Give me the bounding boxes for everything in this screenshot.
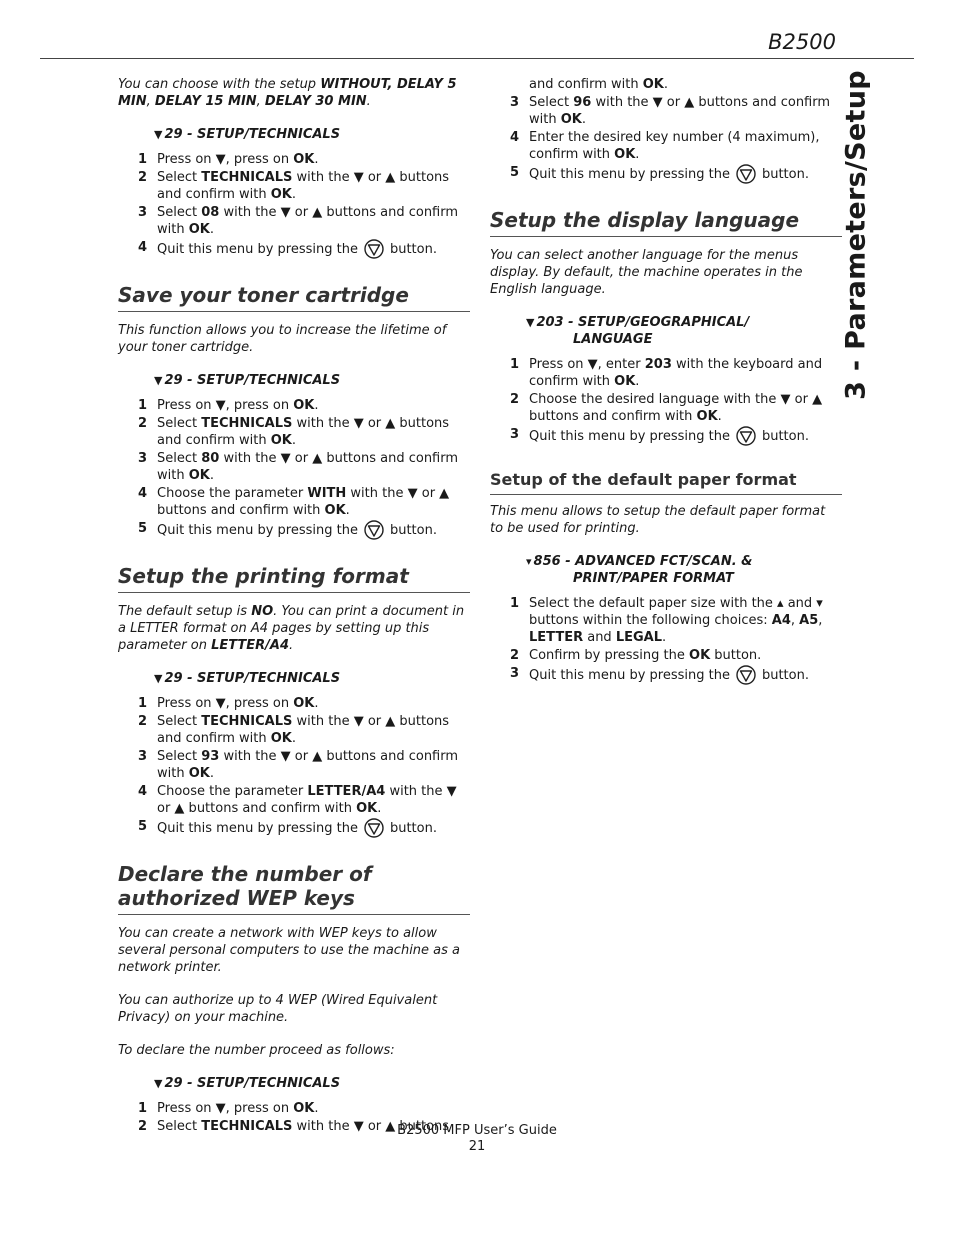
list-item: 4 Choose the parameter WITH with the ▼ or ▲ buttons and confirm with OK. bbox=[138, 486, 450, 518]
menu-path: ▼ 29 - SETUP/TECHNICALS bbox=[154, 1076, 341, 1091]
list-item: 2 Select TECHNICALS with the ▼ or ▲ buttons and confirm with OK. bbox=[138, 714, 450, 746]
list-item: 5 Quit this menu by pressing the button. bbox=[138, 819, 437, 836]
section-intro: The default setup is NO. You can print a document in a LETTER format on A4 pages by setting up this parameter on LETTER/A4. bbox=[118, 604, 465, 653]
header-divider bbox=[40, 58, 914, 59]
section-intro: To declare the number proceed as follows: bbox=[118, 1043, 395, 1058]
down-triangle-icon: ▼ bbox=[526, 316, 535, 329]
down-triangle-icon: ▼ bbox=[154, 672, 163, 685]
list-item: 1 Press on ▼, press on OK. bbox=[138, 1101, 319, 1116]
section-intro: You can authorize up to 4 WEP (Wired Equivalent Privacy) on your machine. bbox=[118, 993, 438, 1025]
list-item: 1 Press on ▼, enter 203 with the keyboard and confirm with OK. bbox=[510, 357, 823, 389]
menu-path: ▼ 29 - SETUP/TECHNICALS bbox=[154, 671, 341, 686]
left-column bbox=[118, 76, 470, 1136]
stop-button-icon bbox=[736, 164, 756, 184]
list-item: 1 Press on ▼, press on OK. bbox=[138, 398, 319, 413]
list-item: 2 Select TECHNICALS with the ▼ or ▲ buttons and confirm with OK. bbox=[138, 170, 450, 202]
page-footer bbox=[0, 1123, 954, 1155]
footer-guide-title: B2500 MFP User’s Guide bbox=[397, 1123, 557, 1138]
list-item: 1 Select the default paper size with the ▴ and ▾ buttons within the following choices: A4, A5, LETTER and LEGAL. bbox=[510, 596, 823, 645]
list-item: 2 Select TECHNICALS with the ▼ or ▲ buttons bbox=[138, 1119, 450, 1134]
section-intro: This menu allows to setup the default paper format to be used for printing. bbox=[490, 504, 826, 536]
menu-path: ▼ 29 - SETUP/TECHNICALS bbox=[154, 373, 341, 388]
list-item: 2 Confirm by pressing the OK button. bbox=[510, 648, 762, 663]
page-number: 21 bbox=[468, 1139, 486, 1154]
list-item: 3 Select 80 with the ▼ or ▲ buttons and confirm with OK. bbox=[138, 451, 459, 483]
list-item: 5 Quit this menu by pressing the button. bbox=[510, 165, 809, 182]
chapter-side-tab-label: 3 - Parameters/Setup bbox=[840, 70, 872, 400]
stop-button-icon bbox=[364, 818, 384, 838]
stop-button-icon bbox=[736, 665, 756, 685]
list-item: 3 Quit this menu by pressing the button. bbox=[510, 666, 809, 683]
down-triangle-icon: ▼ bbox=[154, 128, 163, 141]
menu-path: ▾ 856 - ADVANCED FCT/SCAN. & PRINT/PAPER FORMAT bbox=[526, 554, 753, 586]
section-title-wep-keys: Declare the number of authorized WEP keys bbox=[118, 862, 470, 915]
down-triangle-icon: ▼ bbox=[154, 1077, 163, 1090]
section-title-paper-format: Setup of the default paper format bbox=[490, 470, 842, 495]
list-item: 4 Choose the parameter LETTER/A4 with the ▼ or ▲ buttons and confirm with OK. bbox=[138, 784, 457, 816]
section-intro: You can create a network with WEP keys to allow several personal computers to use the machine as a network printer. bbox=[118, 926, 461, 975]
intro-paragraph: You can choose with the setup WITHOUT, DELAY 5 MIN, DELAY 15 MIN, DELAY 30 MIN. bbox=[118, 77, 457, 109]
right-column bbox=[490, 76, 842, 686]
list-item: 5 Quit this menu by pressing the button. bbox=[138, 521, 437, 538]
section-intro: This function allows you to increase the lifetime of your toner cartridge. bbox=[118, 323, 447, 355]
list-item: 4 Enter the desired key number (4 maximum), confirm with OK. bbox=[510, 130, 820, 162]
list-item: 3 Select 96 with the ▼ or ▲ buttons and confirm with OK. bbox=[510, 95, 831, 127]
stop-button-icon bbox=[364, 520, 384, 540]
list-item: 3 Select 08 with the ▼ or ▲ buttons and confirm with OK. bbox=[138, 205, 459, 237]
menu-path: ▼ 29 - SETUP/TECHNICALS bbox=[154, 127, 341, 142]
section-title-display-language: Setup the display language bbox=[490, 208, 842, 237]
section-title-toner: Save your toner cartridge bbox=[118, 283, 470, 312]
list-item: 1 Press on ▼, press on OK. bbox=[138, 152, 319, 167]
list-item: 3 Select 93 with the ▼ or ▲ buttons and confirm with OK. bbox=[138, 749, 459, 781]
list-item: 2 Choose the desired language with the ▼ or ▲ buttons and confirm with OK. bbox=[510, 392, 823, 424]
list-item: 1 Press on ▼, press on OK. bbox=[138, 696, 319, 711]
section-title-printing-format: Setup the printing format bbox=[118, 564, 470, 593]
stop-button-icon bbox=[736, 426, 756, 446]
down-triangle-icon: ▾ bbox=[526, 555, 532, 568]
stop-button-icon bbox=[364, 239, 384, 259]
down-triangle-icon: ▼ bbox=[154, 374, 163, 387]
section-intro: You can select another language for the menus display. By default, the machine operates in the English language. bbox=[490, 248, 803, 297]
list-item: 4 Quit this menu by pressing the button. bbox=[138, 240, 437, 257]
list-item: 2 Select TECHNICALS with the ▼ or ▲ buttons and confirm with OK. bbox=[138, 416, 450, 448]
page-header-title: B2500 bbox=[768, 30, 836, 54]
list-item: 3 Quit this menu by pressing the button. bbox=[510, 427, 809, 444]
list-item: and confirm with OK. bbox=[529, 77, 669, 92]
menu-path: ▼ 203 - SETUP/GEOGRAPHICAL/ LANGUAGE bbox=[526, 315, 750, 347]
